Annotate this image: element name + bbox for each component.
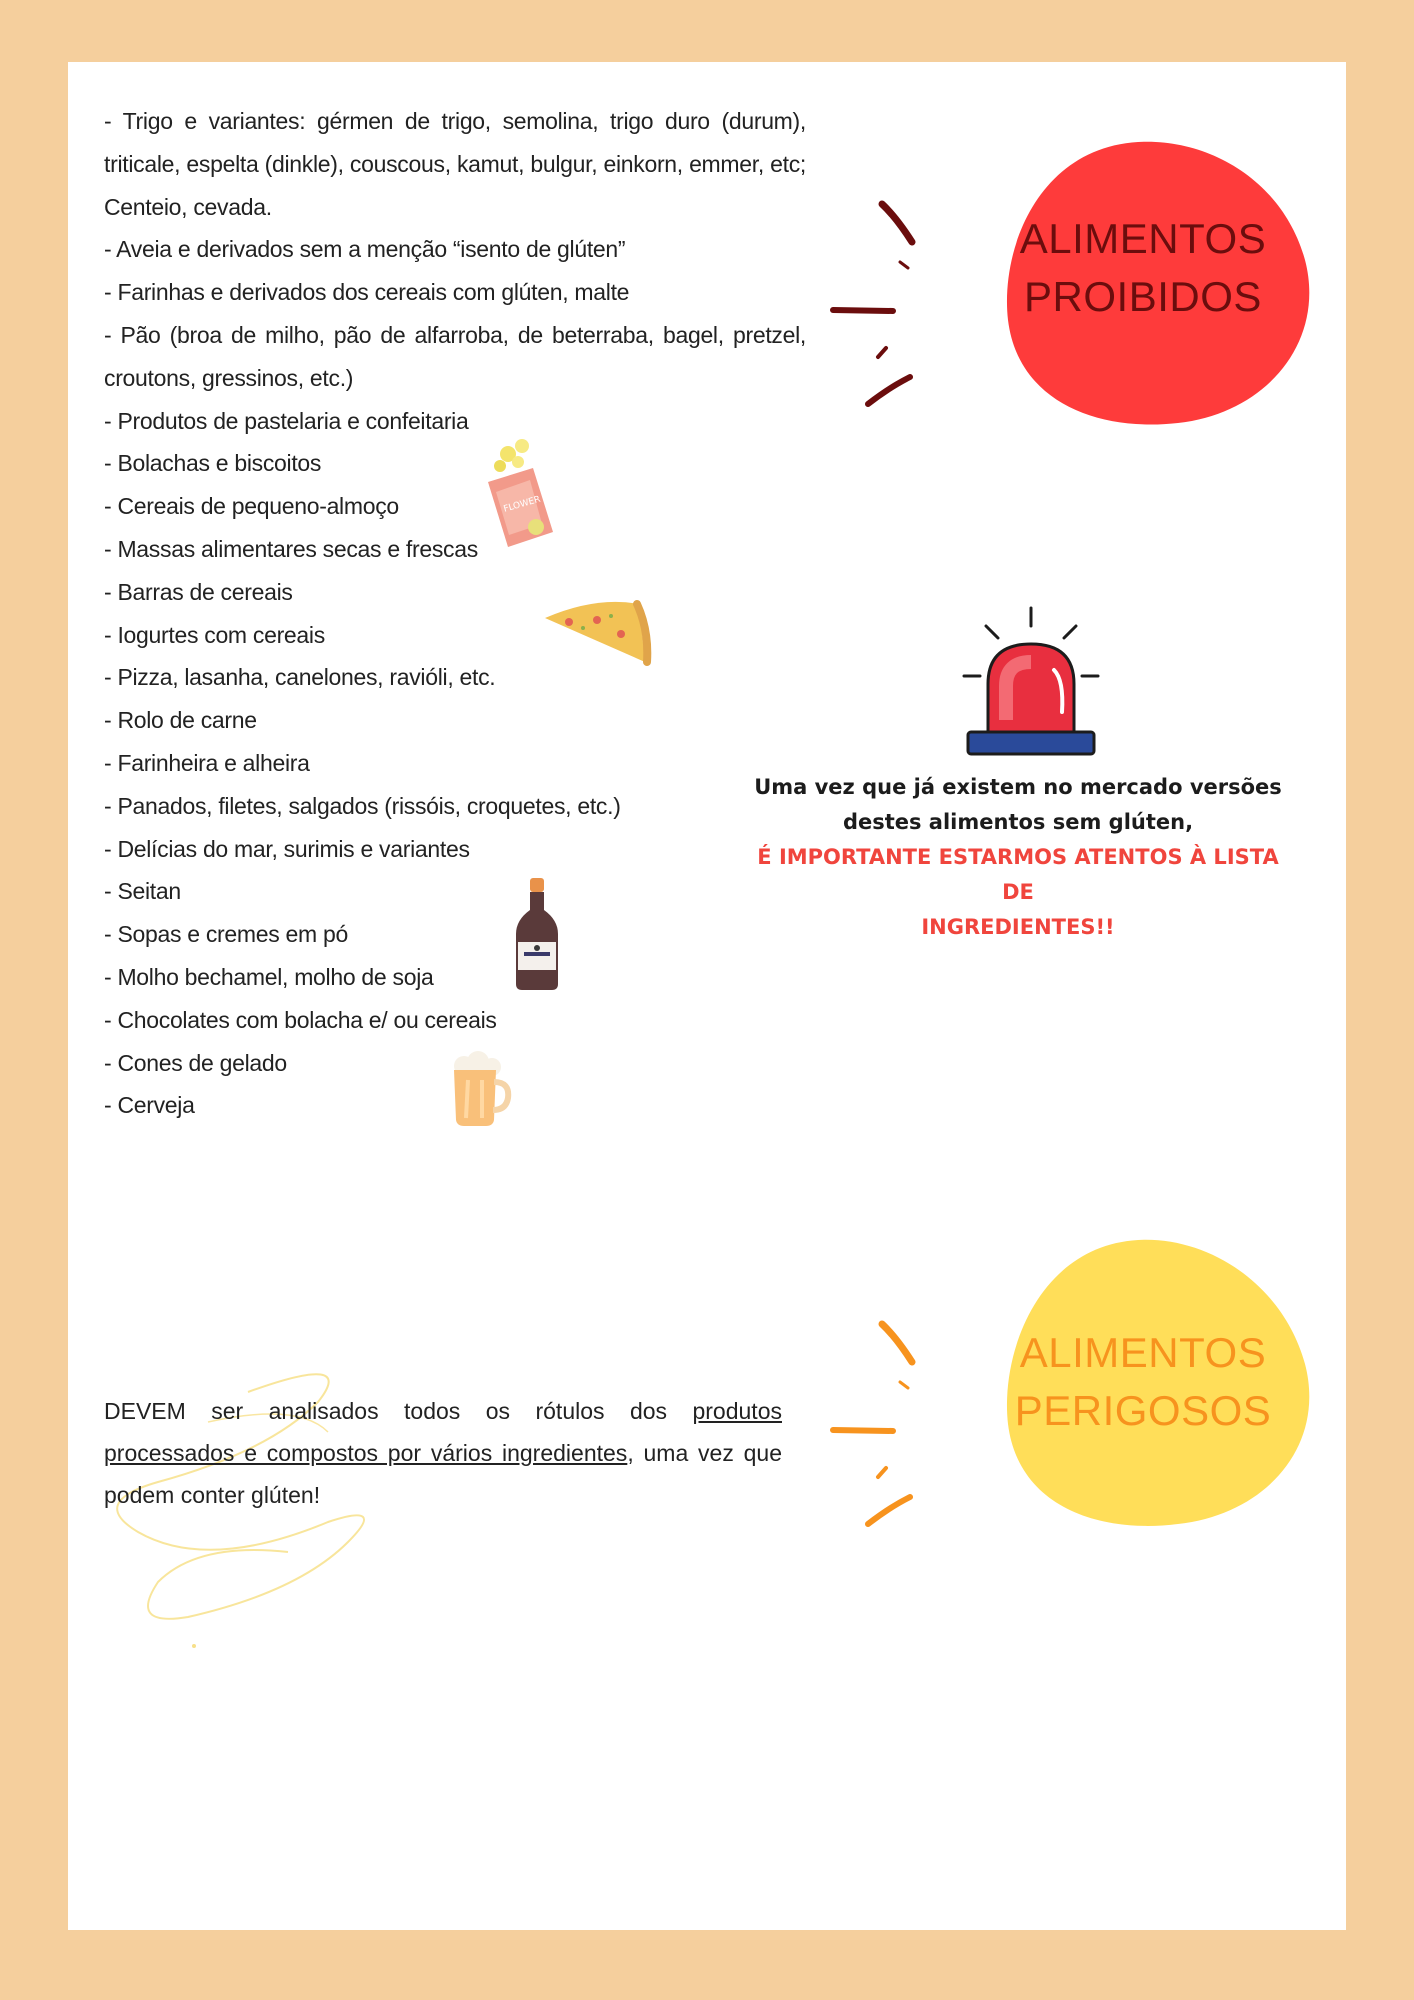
dangerous-burst-marks	[828, 1312, 938, 1532]
dangerous-blob	[938, 1224, 1348, 1544]
forbidden-title-line1: ALIMENTOS	[1019, 215, 1267, 262]
forbidden-item: - Cerveja	[104, 1092, 195, 1119]
pizza-icon	[541, 600, 651, 670]
forbidden-item: - Massas alimentares secas e frescas	[104, 535, 478, 562]
popcorn-label: FLOWER POWER	[502, 484, 577, 515]
forbidden-blob	[938, 110, 1348, 430]
warning-text-c: , uma vez que podem conter glúten!	[104, 1440, 782, 1508]
forbidden-item: - Pão (broa de milho, pão de alfarroba, de beterraba, bagel, pretzel, croutons, gressinos, etc.)	[104, 321, 806, 391]
forbidden-item: - Iogurtes com cereais	[104, 621, 325, 648]
dangerous-title-line2: PERIGOSOS	[1014, 1387, 1272, 1434]
forbidden-item: - Barras de cereais	[104, 578, 293, 605]
sauce-bottle-icon	[508, 872, 568, 992]
beer-mug-icon	[446, 1050, 516, 1130]
siren-icon	[952, 600, 1112, 760]
forbidden-title-line2: PROIBIDOS	[1024, 273, 1262, 320]
dangerous-title	[938, 1324, 1348, 1440]
forbidden-item: - Farinhas e derivados dos cereais com glúten, malte	[104, 279, 630, 306]
alert-line-1: Uma vez que já existem no mercado versões	[754, 775, 1282, 799]
forbidden-item: - Cereais de pequeno-almoço	[104, 493, 399, 520]
popcorn-icon	[478, 432, 577, 552]
forbidden-item: - Trigo e variantes: gérmen de trigo, semolina, trigo duro (durum), triticale, espelta (dinkle), couscous, kamut, bulgur, einkorn, emmer, etc; Centeio, cevada.	[104, 108, 806, 220]
forbidden-burst-marks	[828, 192, 938, 412]
warning-text-underlined: produtos processados e compostos por vários ingredientes	[104, 1398, 782, 1466]
forbidden-item: - Molho bechamel, molho de soja	[104, 963, 434, 990]
alert-message	[738, 770, 1298, 945]
forbidden-foods-list	[104, 100, 806, 1127]
warning-text-a: DEVEM ser analisados todos os rótulos dos	[104, 1398, 693, 1424]
document-page	[68, 62, 1346, 1930]
forbidden-item: - Delícias do mar, surimis e variantes	[104, 835, 470, 862]
forbidden-item: - Aveia e derivados sem a menção “isento de glúten”	[104, 236, 626, 263]
alert-line-4: INGREDIENTES!!	[921, 915, 1115, 939]
forbidden-item: - Panados, filetes, salgados (rissóis, croquetes, etc.)	[104, 792, 621, 819]
forbidden-item: - Sopas e cremes em pó	[104, 921, 348, 948]
forbidden-title	[938, 210, 1348, 326]
forbidden-item: - Produtos de pastelaria e confeitaria	[104, 407, 469, 434]
forbidden-item: - Chocolates com bolacha e/ ou cereais	[104, 1006, 497, 1033]
forbidden-item: - Rolo de carne	[104, 707, 257, 734]
forbidden-item: - Seitan	[104, 878, 181, 905]
dangerous-foods-paragraph	[104, 1390, 782, 1516]
alert-line-3: É IMPORTANTE ESTARMOS ATENTOS À LISTA DE	[757, 845, 1279, 904]
forbidden-item: - Farinheira e alheira	[104, 749, 310, 776]
forbidden-item: - Cones de gelado	[104, 1049, 287, 1076]
alert-line-2: destes alimentos sem glúten,	[842, 810, 1194, 834]
forbidden-item: - Bolachas e biscoitos	[104, 450, 322, 477]
dangerous-title-line1: ALIMENTOS	[1019, 1329, 1267, 1376]
forbidden-item: - Pizza, lasanha, canelones, ravióli, etc.	[104, 664, 496, 691]
